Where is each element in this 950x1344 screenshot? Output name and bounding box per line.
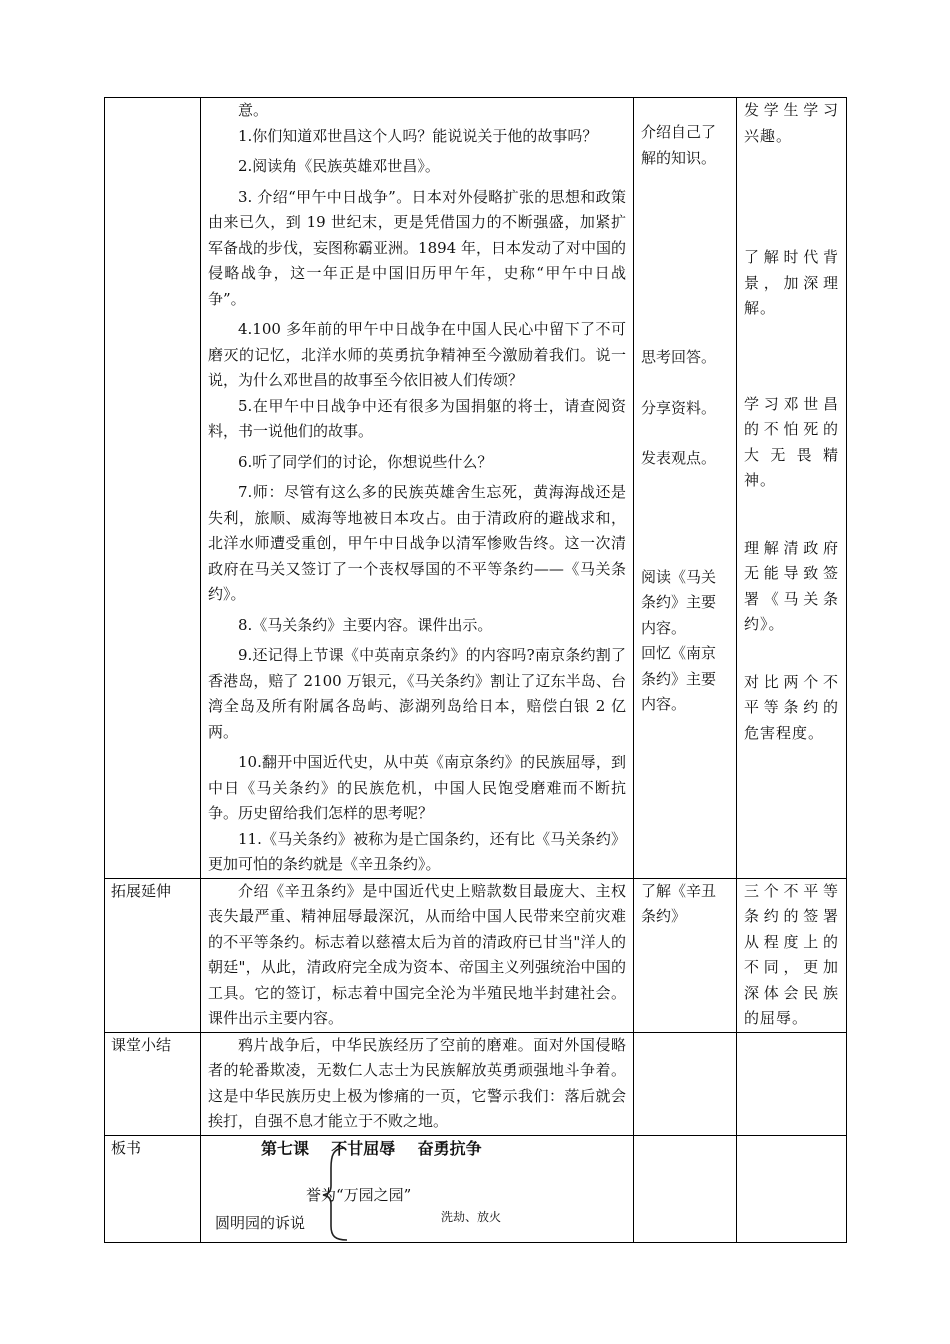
- intent-note-2: 学习邓世昌的不怕死的大无畏精神。: [744, 394, 839, 489]
- design-intent-cell: [737, 98, 847, 879]
- board-label: 板书: [111, 1138, 142, 1157]
- student-note-5: 阅读《马关条约》主要内容。: [641, 567, 717, 637]
- item-6: 6.听了同学们的讨论，你想说些什么？: [238, 452, 493, 471]
- item-10: 10.翻开中国近代史，从中英《南京条约》的民族屈辱，到中日《马关条约》的民族危机，中国人民饱受磨难而不断抗争。历史留给我们怎样的思考呢？: [208, 753, 626, 822]
- student-note-2: 思考回答。: [641, 348, 717, 366]
- lesson-plan-table: [104, 97, 847, 1243]
- student-note-6: 回忆《南京条约》主要内容。: [641, 644, 717, 713]
- item-11: 11.《马关条约》被称为是亡国条约，还有比《马关条约》更加可怕的条约就是《辛丑条约》。: [208, 829, 626, 873]
- board-branch-a: 誉为“万园之园”: [306, 1185, 412, 1204]
- board-diagram: [201, 1136, 633, 1242]
- extension-intent: 三个不平等条约的签署从程度上的不同，更加深体会民族的屈辱。: [744, 881, 839, 1027]
- board-title: 第七课 不甘屈辱 奋勇抗争: [261, 1138, 482, 1158]
- intent-note-3: 理解清政府无能导致签署《马关条约》。: [744, 538, 839, 633]
- process-row: [105, 98, 847, 879]
- extension-content: 介绍《辛丑条约》是中国近代史上赔款数目最庞大、主权丧失最严重、精神屈辱最深沉，从而给中国人民带来空前灾难的不平等条约。标志着以慈禧太后为首的清政府已甘当"洋人的朝廷"，从此，清政府完全成为资本、帝国主义列强统治中国的工具。它的签订，标志着中国完全沦为半殖民地半封建社会。课件出示主要内容。: [208, 881, 626, 1027]
- student-note-4: 发表观点。: [641, 449, 717, 467]
- summary-row: [105, 1032, 847, 1135]
- board-branch-b: 洗劫、放火: [441, 1209, 502, 1224]
- student-note-1: 介绍自己了解的知识。: [641, 123, 717, 167]
- top-fragment: 意。: [238, 101, 269, 119]
- extension-label: 拓展延伸: [111, 881, 172, 900]
- board-row: [105, 1135, 847, 1242]
- intent-note-1: 了解时代背景，加深理解。: [744, 248, 839, 317]
- item-7: 7.师：尽管有这么多的民族英雄舍生忘死，黄海海战还是失利，旅顺、威海等地被日本攻占。由于清政府的避战求和，北洋水师遭受重创，甲午中日战争以清军惨败告终。这一次清政府在马关又签订了一个丧权辱国的不平等条约——《马关条约》。: [208, 483, 626, 603]
- extension-row: [105, 878, 847, 1032]
- item-5: 5.在甲午中日战争中还有很多为国捐躯的将士，请查阅资料，书一说他们的故事。: [208, 396, 626, 440]
- item-3: 3. 介绍“甲午中日战争”。日本对外侵略扩张的思想和政策由来已久，到 19 世纪末，更是凭借国力的不断强盛，加紧扩军备战的步伐，妄图称霸亚洲。1894 年，日本发动了对中国的侵略战争，这一年正是中国旧历甲午年，史称“甲午中日战争”。: [208, 187, 626, 308]
- summary-label: 课堂小结: [111, 1035, 172, 1054]
- student-note-3: 分享资料。: [641, 398, 717, 417]
- item-4: 4.100 多年前的甲午中日战争在中国人民心中留下了不可磨灭的记忆，北洋水师的英勇抗争精神至今激励着我们。说一说，为什么邓世昌的故事至今依旧被人们传颂？: [208, 320, 626, 389]
- item-9: 9.还记得上节课《中英南京条约》的内容吗?南京条约割了香港岛，赔了 2100 万银元，《马关条约》割让了辽东半岛、台湾全岛及所有附属各岛屿、澎湖列岛给日本，赔偿白银 2 亿两。: [208, 646, 626, 741]
- extension-student: 了解《辛丑条约》: [641, 881, 717, 925]
- process-content-cell: [201, 98, 634, 879]
- student-activity-cell: [634, 98, 737, 879]
- intent-note-0: 发学生学习兴趣。: [744, 101, 839, 145]
- board-left: 圆明园的诉说: [215, 1213, 306, 1232]
- item-1: 1.你们知道邓世昌这个人吗？能说说关于他的故事吗？: [238, 126, 598, 145]
- intent-note-4: 对比两个不平等条约的危害程度。: [744, 672, 839, 742]
- summary-content: 鸦片战争后，中华民族经历了空前的磨难。面对外国侵略者的轮番欺凌，无数仁人志士为民族解放英勇顽强地斗争着。这是中华民族历史上极为惨痛的一页，它警示我们：落后就会挨打，自强不息才能立于不败之地。: [208, 1035, 626, 1130]
- process-label-cell: [105, 98, 201, 879]
- item-8: 8.《马关条约》主要内容。课件出示。: [238, 615, 493, 634]
- item-2: 2.阅读角《民族英雄邓世昌》。: [238, 157, 440, 175]
